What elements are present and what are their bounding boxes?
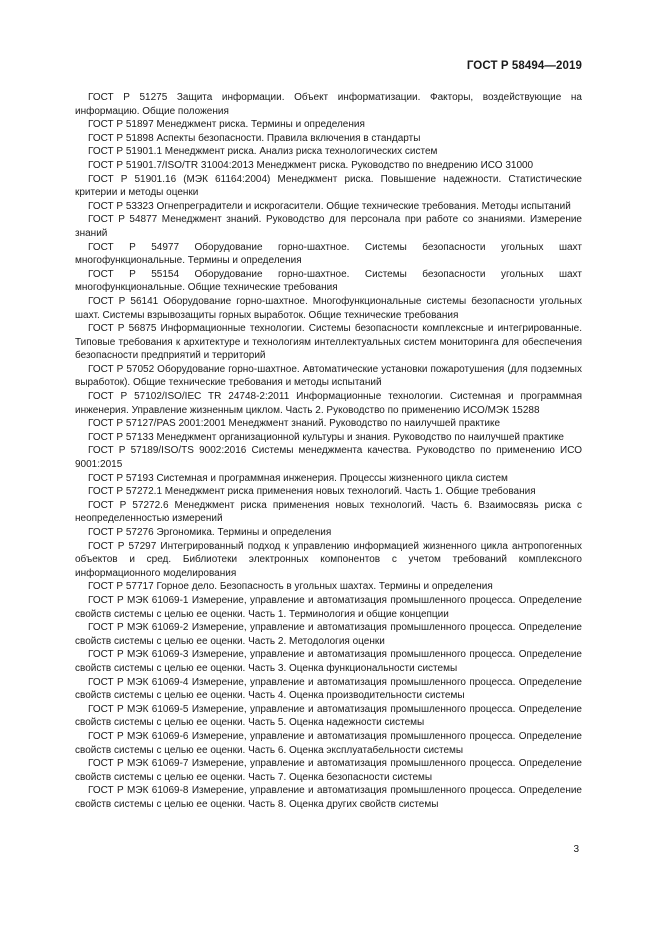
- reference-entry: ГОСТ Р 56875 Информационные технологии. Системы безопасности комплексные и интегрированные. Типовые требования к архитектуре и технологиям интеллектуальных систем мониторинга для обеспечения безопасности предприятий и территорий: [75, 323, 582, 362]
- reference-entry: ГОСТ Р МЭК 61069-6 Измерение, управление и автоматизация промышленного процесса. Определение свойств системы с целью ее оценки. Часть 6. Оценка эксплуатабельности системы: [75, 730, 582, 756]
- reference-entry: ГОСТ Р МЭК 61069-2 Измерение, управление и автоматизация промышленного процесса. Определение свойств системы с целью ее оценки. Часть 2. Методология оценки: [75, 622, 582, 647]
- reference-entry: ГОСТ Р 51901.1 Менеджмент риска. Анализ риска технологических систем: [88, 146, 438, 158]
- reference-entry: ГОСТ Р 57297 Интегрированный подход к управлению информацией жизненного цикла антропогенных объектов и сред. Библиотеки электронных компонентов с учетом требований комплексного информационного моделирования: [75, 540, 582, 579]
- reference-entry: ГОСТ Р 57052 Оборудование горно-шахтное. Автоматические установки пожаротушения (для подземных выработок). Общие технические требования и методы испытаний: [75, 363, 582, 389]
- reference-entry: ГОСТ Р МЭК 61069-3 Измерение, управление и автоматизация промышленного процесса. Определение свойств системы с целью ее оценки. Часть 3. Оценка функциональности системы: [75, 649, 582, 674]
- reference-entry: ГОСТ Р 51898 Аспекты безопасности. Правила включения в стандарты: [88, 132, 421, 144]
- page-number: 3: [573, 844, 579, 855]
- reference-entry: ГОСТ Р 55154 Оборудование горно-шахтное. Системы безопасности угольных шахт многофункциональные. Общие технические требования: [75, 268, 582, 294]
- reference-entry: ГОСТ Р 57189/ISO/TS 9002:2016 Системы менеджмента качества. Руководство по применению ИСО 9001:2015: [75, 445, 582, 471]
- reference-entry: ГОСТ Р 57102/ISO/IEC TR 24748-2:2011 Информационные технологии. Системная и программная инженерия. Управление жизненным циклом. Часть 2. Руководство по применению ИСО/МЭК 15288: [75, 391, 582, 416]
- reference-entry: ГОСТ Р 51901.16 (МЭК 61164:2004) Менеджмент риска. Повышение надежности. Статистические критерии и методы оценки: [75, 173, 582, 199]
- reference-entry: ГОСТ Р 51897 Менеджмент риска. Термины и определения: [88, 119, 365, 131]
- reference-entry: ГОСТ Р 57127/PAS 2001:2001 Менеджмент знаний. Руководство по наилучшей практике: [88, 418, 501, 430]
- reference-entry: ГОСТ Р 57193 Системная и программная инженерия. Процессы жизненного цикла систем: [88, 472, 508, 484]
- reference-entry: ГОСТ Р 57272.1 Менеджмент риска применения новых технологий. Часть 1. Общие требования: [88, 486, 536, 498]
- reference-entry: ГОСТ Р 57717 Горное дело. Безопасность в угольных шахтах. Термины и определения: [88, 581, 493, 593]
- reference-entry: ГОСТ Р 54877 Менеджмент знаний. Руководство для персонала при работе со знаниями. Измерение знаний: [75, 214, 582, 239]
- reference-entry: ГОСТ Р 51275 Защита информации. Объект информатизации. Факторы, воздействующие на информацию. Общие положения: [75, 92, 582, 117]
- references-list: [75, 91, 582, 811]
- reference-entry: ГОСТ Р МЭК 61069-1 Измерение, управление и автоматизация промышленного процесса. Определение свойств системы с целью ее оценки. Часть 1. Терминология и общие концепции: [75, 594, 582, 620]
- reference-entry: ГОСТ Р 56141 Оборудование горно-шахтное. Многофункциональные системы безопасности угольных шахт. Системы взрывозащиты горных выработок. Общие технические требования: [75, 295, 582, 321]
- reference-entry: ГОСТ Р 57272.6 Менеджмент риска применения новых технологий. Часть 6. Взаимосвязь риска с неопределенностью измерений: [75, 499, 582, 525]
- reference-entry: ГОСТ Р МЭК 61069-8 Измерение, управление и автоматизация промышленного процесса. Определение свойств системы с целью ее оценки. Часть 8. Оценка других свойств системы: [75, 785, 582, 810]
- reference-entry: ГОСТ Р МЭК 61069-4 Измерение, управление и автоматизация промышленного процесса. Определение свойств системы с целью ее оценки. Часть 4. Оценка производительности системы: [75, 676, 582, 702]
- reference-entry: ГОСТ Р МЭК 61069-7 Измерение, управление и автоматизация промышленного процесса. Определение свойств системы с целью ее оценки. Часть 7. Оценка безопасности системы: [75, 758, 582, 783]
- reference-entry: ГОСТ Р 51901.7/ISO/TR 31004:2013 Менеджмент риска. Руководство по внедрению ИСО 31000: [88, 159, 534, 171]
- reference-entry: ГОСТ Р 54977 Оборудование горно-шахтное. Системы безопасности угольных шахт многофункциональные. Термины и определения: [75, 241, 582, 267]
- reference-entry: ГОСТ Р 53323 Огнепреградители и искрогасители. Общие технические требования. Методы испытаний: [88, 200, 571, 212]
- reference-entry: ГОСТ Р 57133 Менеджмент организационной культуры и знания. Руководство по наилучшей практике: [88, 431, 564, 443]
- document-header-standard: ГОСТ Р 58494—2019: [466, 60, 582, 72]
- reference-entry: ГОСТ Р МЭК 61069-5 Измерение, управление и автоматизация промышленного процесса. Определение свойств системы с целью ее оценки. Часть 5. Оценка надежности системы: [75, 703, 582, 729]
- reference-entry: ГОСТ Р 57276 Эргономика. Термины и определения: [88, 527, 332, 538]
